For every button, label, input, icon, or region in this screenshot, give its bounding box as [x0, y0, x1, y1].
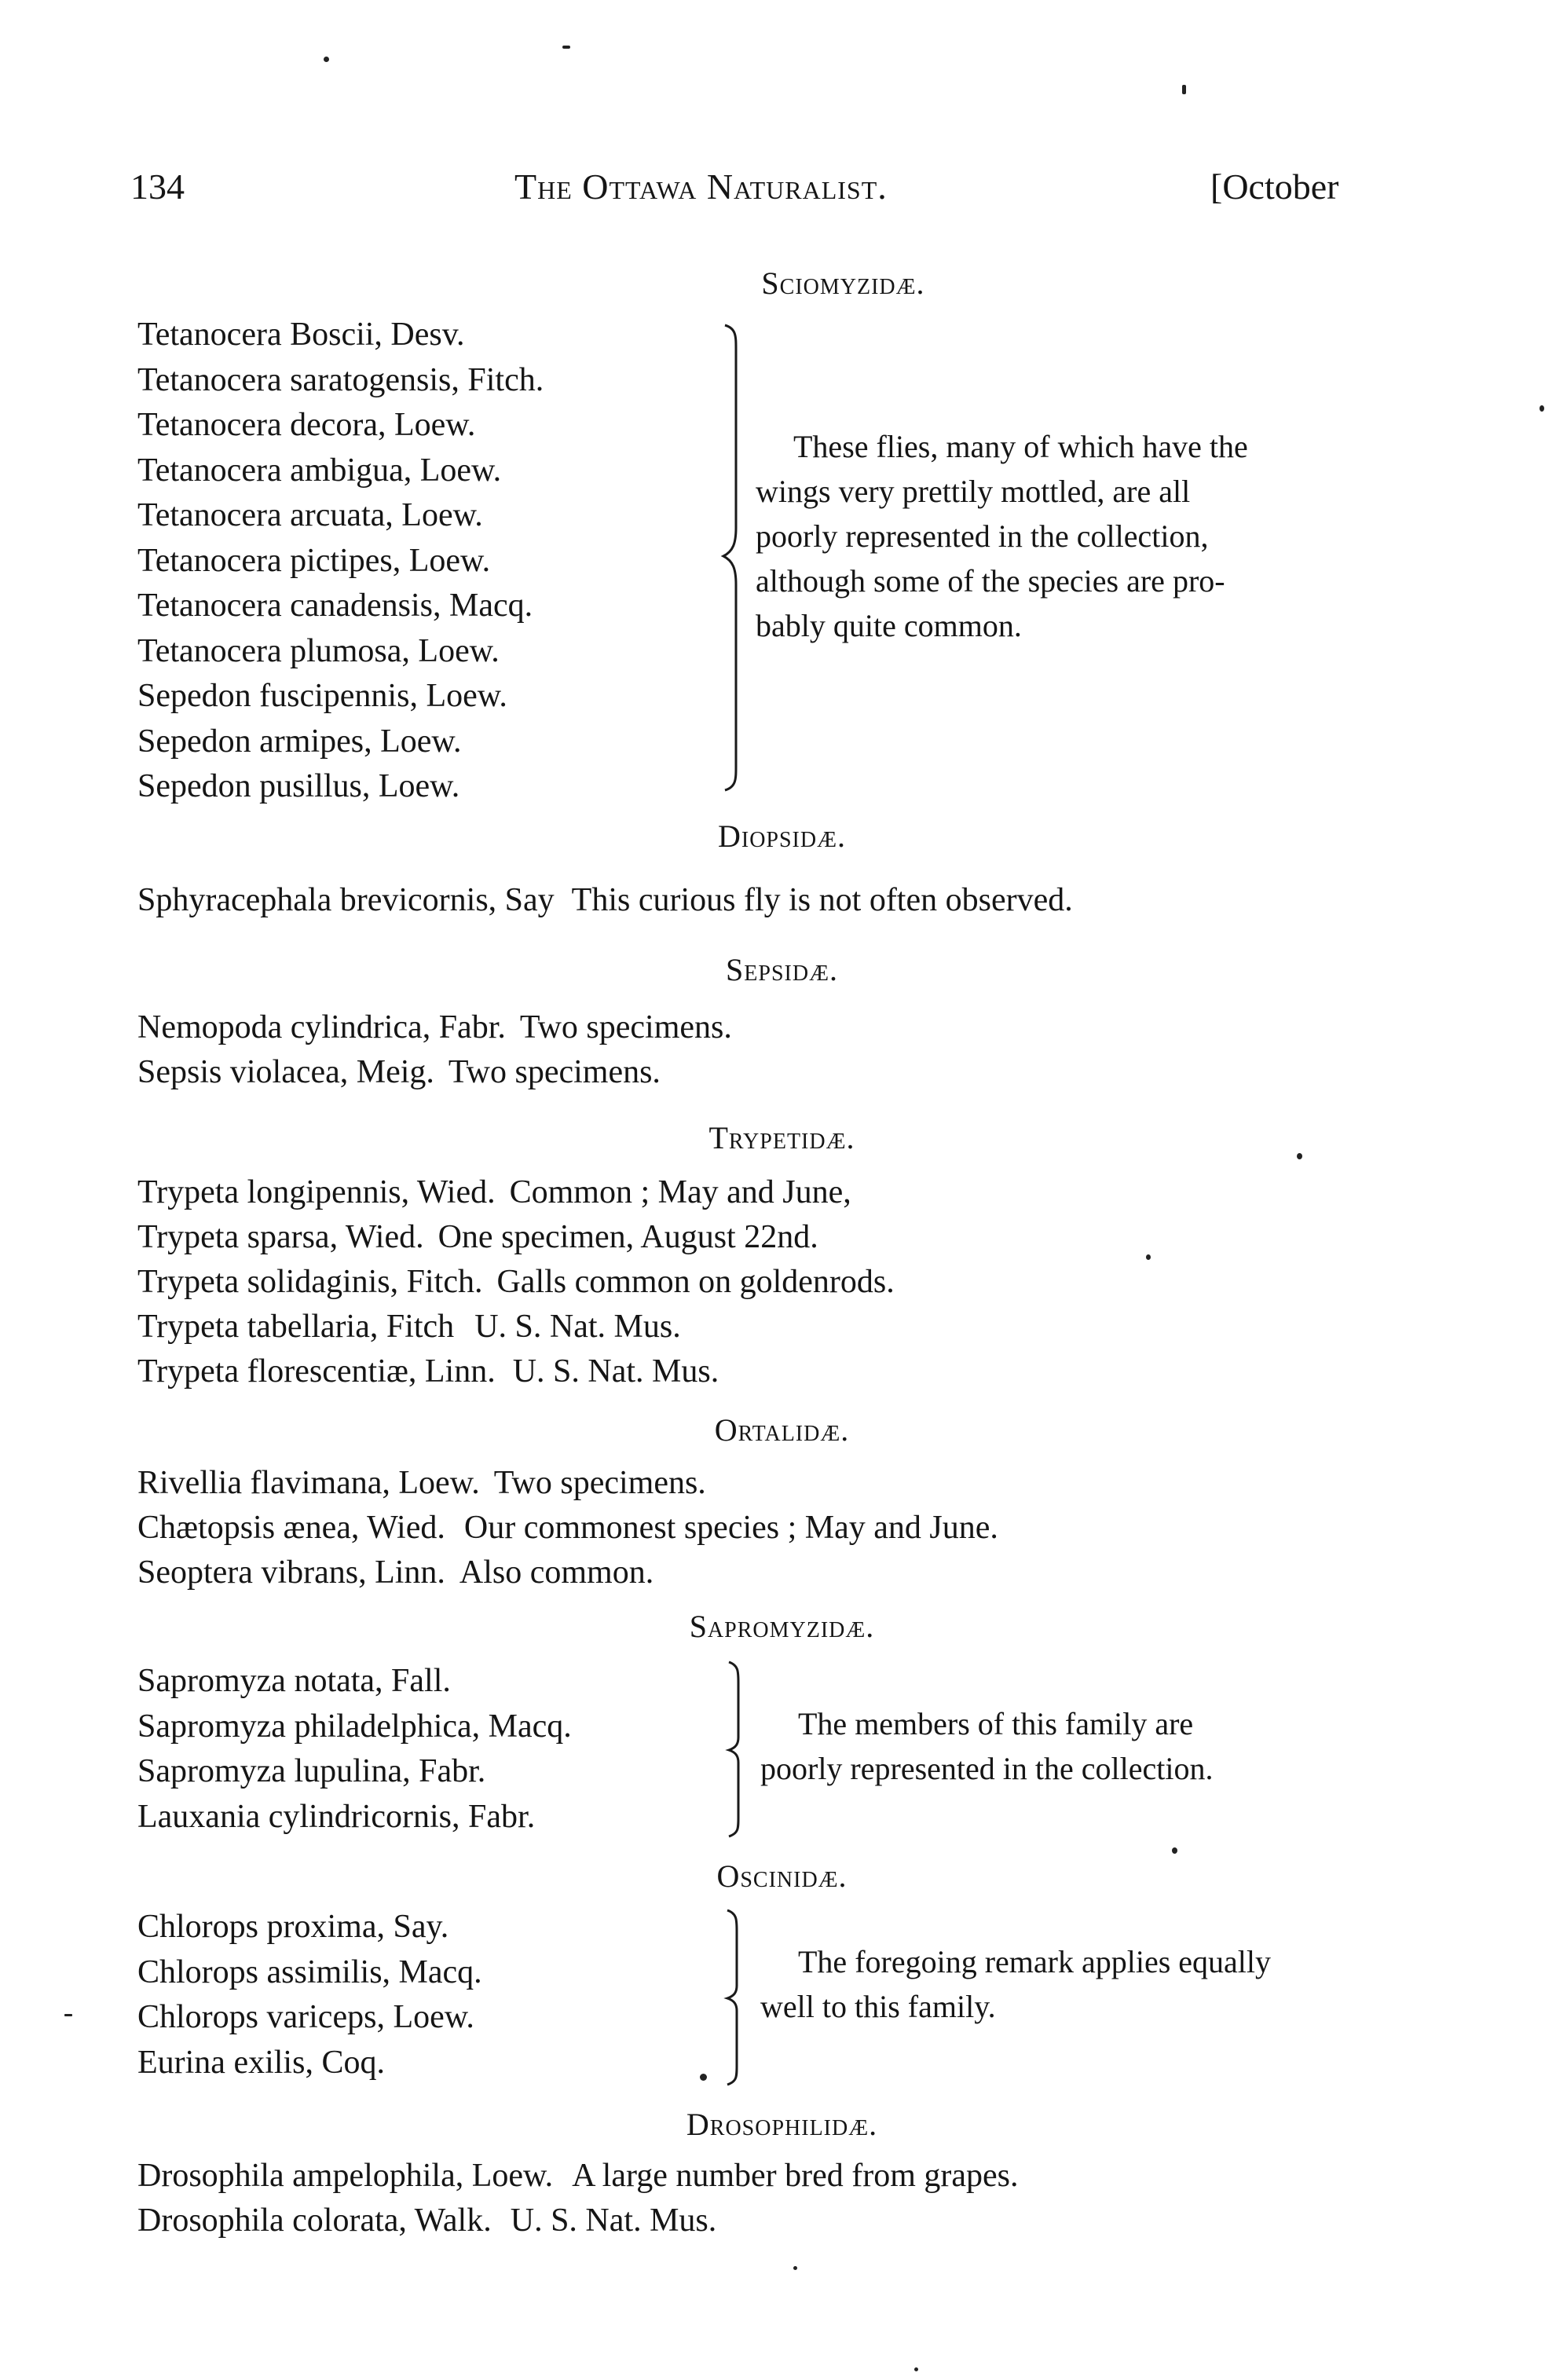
species-item: Tetanocera Boscii, Desv. [137, 317, 465, 353]
species-remark: This curious fly is not often observed. [571, 882, 1073, 918]
species-item: Sapromyza philadelphica, Macq. [137, 1708, 572, 1745]
species-name: Sepsis violacea, Meig. [137, 1054, 434, 1090]
species-item: Chlorops proxima, Say. [137, 1909, 449, 1945]
species-name: Trypeta sparsa, Wied. [137, 1219, 424, 1255]
species-name: Trypeta longipennis, Wied. [137, 1174, 496, 1210]
scan-speck [1182, 85, 1186, 94]
entry-row [137, 1170, 851, 1215]
species-remark: U. S. Nat. Mus. [512, 1353, 719, 1390]
note-sapromyzidae [760, 1701, 1381, 1791]
species-name: Trypeta solidaginis, Fitch. [137, 1264, 483, 1300]
note-line: wings very prettily mottled, are all [756, 474, 1191, 509]
scan-speck [562, 46, 570, 49]
family-heading-sciomyzidae: Sciomyzidæ. [761, 265, 925, 301]
note-line: poorly represented in the collection, [756, 518, 1209, 554]
scan-speck [914, 2367, 918, 2371]
family-heading-sepsidae: Sepsidæ. [726, 952, 838, 987]
species-item: Sepedon pusillus, Loew. [137, 768, 460, 804]
entry-row [137, 1260, 895, 1305]
species-name: Nemopoda cylindrica, Fabr. [137, 1009, 506, 1045]
note-line: bably quite common. [756, 608, 1022, 643]
scan-speck [1146, 1254, 1151, 1260]
species-item: Tetanocera ambigua, Loew. [137, 452, 502, 489]
species-remark: A large number bred from grapes. [572, 2158, 1019, 2194]
family-heading-diopsidae: Diopsidæ. [717, 818, 847, 854]
scan-speck [1540, 405, 1544, 412]
species-name: Rivellia flavimana, Loew. [137, 1465, 480, 1501]
scan-speck [1172, 1847, 1177, 1854]
note-line: The members of this family are [798, 1706, 1194, 1741]
entry-row [137, 2154, 1019, 2199]
species-item: Tetanocera canadensis, Macq. [137, 588, 533, 624]
species-item: Tetanocera plumosa, Loew. [137, 632, 500, 669]
species-remark: Two specimens. [493, 1465, 706, 1501]
species-item: Tetanocera decora, Loew. [137, 407, 476, 443]
species-remark: U. S. Nat. Mus. [474, 1309, 681, 1345]
entry-row [137, 1215, 818, 1260]
bracket-sciomyzidae [719, 322, 750, 793]
species-name: Chætopsis ænea, Wied. [137, 1510, 445, 1546]
species-item: Sepedon fuscipennis, Loew. [137, 678, 507, 714]
bracket-sapromyzidae [723, 1659, 754, 1840]
species-item: Eurina exilis, Coq. [137, 2044, 385, 2081]
scan-speck [64, 2014, 72, 2016]
species-item: Sepedon armipes, Loew. [137, 723, 462, 760]
species-remark: One specimen, August 22nd. [438, 1219, 818, 1255]
species-remark: Common ; May and June, [509, 1174, 851, 1210]
family-heading-drosophilidae: Drosophilidæ. [686, 2107, 878, 2142]
entry-row [137, 1005, 732, 1050]
species-name: Sphyracephala brevicornis, Say [137, 882, 555, 918]
note-line: although some of the species are pro- [756, 563, 1225, 599]
note-line: poorly represented in the collection. [760, 1751, 1214, 1786]
species-item: Chlorops variceps, Loew. [137, 1999, 474, 2035]
bracket-oscinidae [721, 1907, 752, 2088]
species-name: Seoptera vibrans, Linn. [137, 1554, 445, 1591]
species-name: Trypeta florescentiæ, Linn. [137, 1353, 496, 1390]
species-item: Tetanocera pictipes, Loew. [137, 542, 491, 579]
scan-speck [324, 57, 329, 62]
entry-row [137, 1349, 719, 1394]
species-item: Tetanocera arcuata, Loew. [137, 497, 483, 533]
entry-row [137, 1305, 681, 1349]
note-line: These flies, many of which have the [793, 429, 1248, 464]
species-remark: Galls common on goldenrods. [496, 1264, 895, 1300]
note-sciomyzidae [756, 424, 1384, 648]
species-remark: Also common. [459, 1554, 654, 1591]
species-list-sapromyzidae [137, 1659, 572, 1840]
family-heading-sapromyzidae: Sapromyzidæ. [689, 1609, 875, 1644]
species-item: Sapromyza notata, Fall. [137, 1663, 451, 1699]
entry-row [137, 878, 1073, 923]
family-heading-ortalidae: Ortalidæ. [714, 1412, 850, 1448]
entry-row [137, 1461, 706, 1506]
scan-speck [793, 2266, 797, 2270]
entry-row [137, 1551, 654, 1595]
species-item: Sapromyza lupulina, Fabr. [137, 1753, 486, 1789]
species-item: Tetanocera saratogensis, Fitch. [137, 361, 544, 398]
note-oscinidae [760, 1939, 1384, 2029]
species-list-sciomyzidae [137, 313, 544, 810]
species-remark: Two specimens. [519, 1009, 732, 1045]
species-item: Chlorops assimilis, Macq. [137, 1953, 482, 1990]
entry-row [137, 1050, 661, 1095]
species-name: Trypeta tabellaria, Fitch [137, 1309, 455, 1345]
species-remark: Our commonest species ; May and June. [463, 1510, 998, 1546]
issue-month: [October [1210, 167, 1339, 207]
family-heading-trypetidae: Trypetidæ. [708, 1120, 855, 1155]
species-name: Drosophila colorata, Walk. [137, 2202, 492, 2239]
scan-speck [700, 2074, 707, 2081]
note-line: well to this family. [760, 1989, 996, 2024]
species-name: Drosophila ampelophila, Loew. [137, 2158, 554, 2194]
entry-row [137, 1506, 998, 1551]
species-remark: U. S. Nat. Mus. [510, 2202, 717, 2239]
journal-title: The Ottawa Naturalist. [514, 167, 888, 207]
entry-row [137, 2199, 716, 2243]
page-number: 134 [130, 167, 185, 207]
note-line: The foregoing remark applies equally [798, 1944, 1271, 1979]
species-item: Lauxania cylindricornis, Fabr. [137, 1798, 536, 1835]
species-list-oscinidae [137, 1905, 482, 2085]
family-heading-oscinidae: Oscinidæ. [716, 1858, 848, 1894]
species-remark: Two specimens. [448, 1054, 661, 1090]
scan-speck [1297, 1153, 1302, 1159]
